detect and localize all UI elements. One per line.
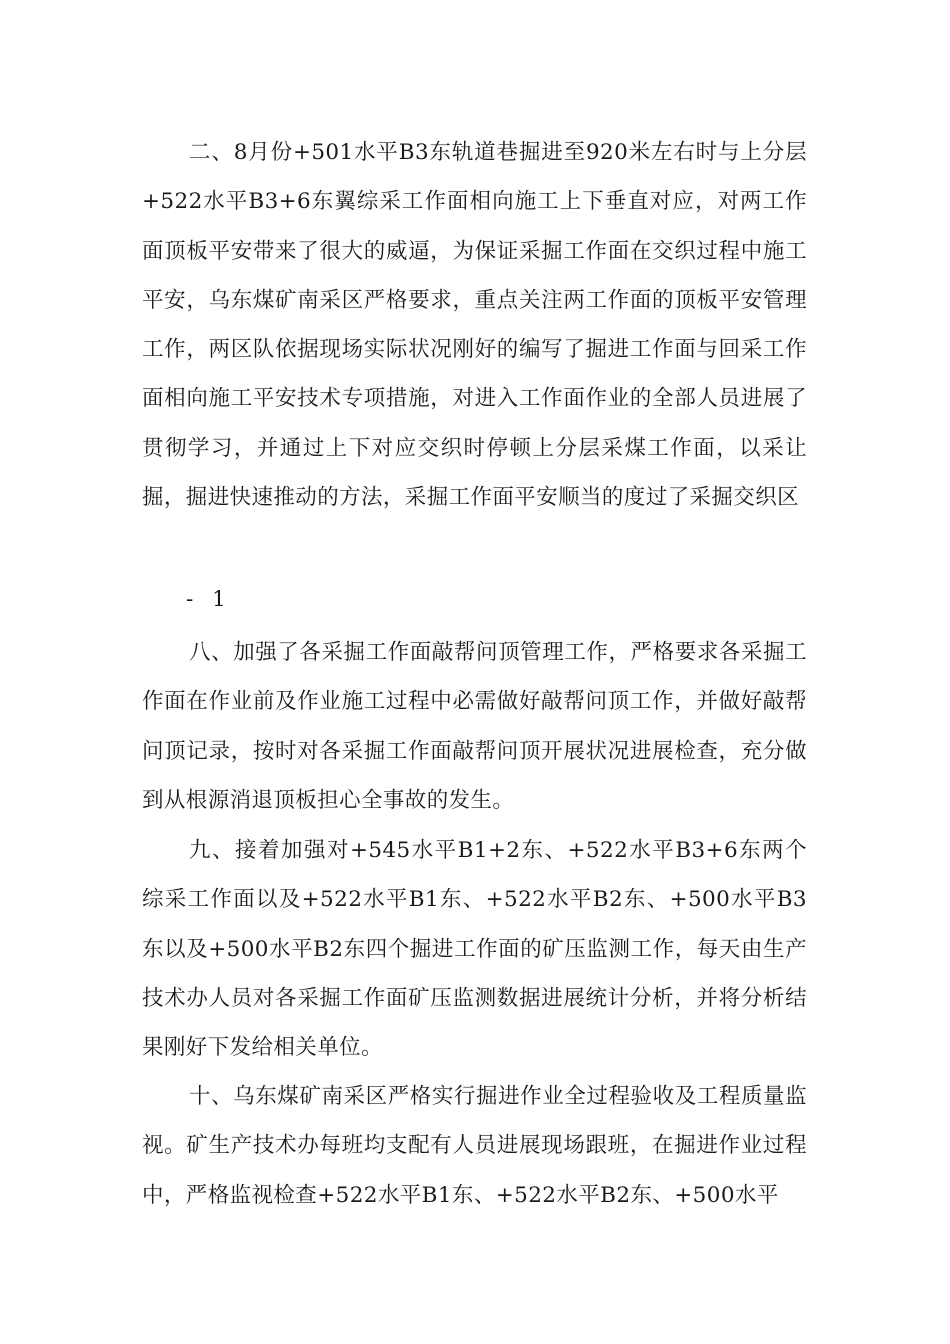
paragraph-nine: 九、接着加强对+545水平B1+2东、+522水平B3+6东两个综采工作面以及+522水平B1东、+522水平B2东、+500水平B3东以及+500水平B2东四个掘进工作面的矿压监测工作，每天由生产技术办人员对各采掘工作面矿压监测数据进展统计分析，并将分析结果刚好下发给相关单位。: [142, 838, 807, 1061]
paragraph-ten: 十、乌东煤矿南采区严格实行掘进作业全过程验收及工程质量监视。矿生产技术办每班均支配有人员进展现场跟班，在掘进作业过程中，严格监视检查+522水平B1东、+522水平B2东、+500水平: [142, 1084, 807, 1208]
page-number: - 1: [186, 587, 232, 612]
paragraph-eight: 八、加强了各采掘工作面敲帮问顶管理工作，严格要求各采掘工作面在作业前及作业施工过程中必需做好敲帮问顶工作，并做好敲帮问顶记录，按时对各采掘工作面敲帮问顶开展状况进展检查，充分做到从根源消退顶板担心全事故的发生。: [142, 640, 807, 813]
paragraph-two: 二、8月份+501水平B3东轨道巷掘进至920米左右时与上分层+522水平B3+6东翼综采工作面相向施工上下垂直对应，对两工作面顶板平安带来了很大的威逼，为保证采掘工作面在交织过程中施工平安，乌东煤矿南采区严格要求，重点关注两工作面的顶板平安管理工作，两区队依据现场实际状况刚好的编写了掘进工作面与回采工作面相向施工平安技术专项措施，对进入工作面作业的全部人员进展了贯彻学习，并通过上下对应交织时停顿上分层采煤工作面，以采让掘，掘进快速推动的方法，采掘工作面平安顺当的度过了采掘交织区: [142, 140, 807, 511]
